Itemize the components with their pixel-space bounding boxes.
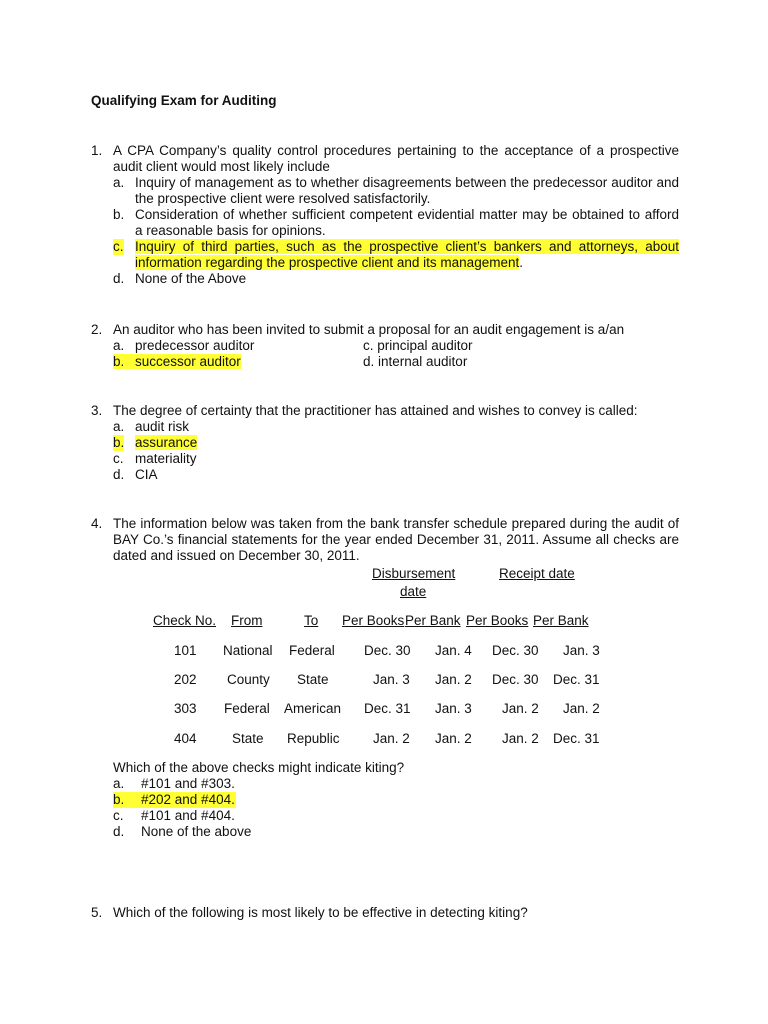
question-text: The degree of certainty that the practitioner has attained and wishes to convey is called: [113, 403, 638, 418]
option-letter: b. [113, 354, 125, 369]
option-letter: c. [113, 808, 124, 823]
question-number: 1. [91, 143, 103, 158]
option-letter: d. [113, 467, 125, 482]
option-d [113, 271, 679, 287]
col-header-to: To [304, 613, 319, 628]
option-c [113, 451, 679, 467]
option-letter: d. [113, 824, 125, 839]
option-c [113, 239, 679, 271]
option-letter: d. [113, 271, 125, 286]
option-letter: a. [113, 419, 125, 434]
option-text-highlighted: Inquiry of third parties, such as the prospective client’s bankers and attorneys, about information regarding the prospective client and its management [135, 239, 679, 270]
option-text: CIA [135, 467, 158, 482]
col-header-per-bank-disb: Per Bank [405, 613, 461, 628]
question-text: An auditor who has been invited to submit a proposal for an audit engagement is a/an [113, 322, 625, 337]
option-a [113, 175, 679, 207]
col-header-check-no: Check No. [153, 613, 217, 628]
option-letter: a. [113, 776, 125, 791]
question-number: 4. [91, 516, 103, 531]
cell-per-bank-disb: Jan. 2 [435, 731, 472, 746]
question-number: 3. [91, 403, 103, 418]
option-letter: a. [113, 338, 125, 353]
cell-per-books-disb: Jan. 3 [373, 672, 410, 687]
option-d [113, 824, 679, 840]
cell-from: State [232, 731, 264, 746]
cell-to: Federal [289, 643, 335, 658]
option-letter: b. [113, 207, 125, 222]
question-4-followup [91, 760, 679, 840]
option-text: materiality [135, 451, 197, 466]
question-text: Which of the following is most likely to be effective in detecting kiting? [113, 905, 528, 920]
followup-text: Which of the above checks might indicate kiting? [113, 760, 405, 775]
option-trailing: . [519, 255, 523, 270]
option-d [113, 467, 679, 483]
cell-per-bank-rec: Jan. 3 [563, 643, 600, 658]
option-d: d. internal auditor [363, 354, 468, 369]
cell-per-bank-rec: Dec. 31 [553, 731, 600, 746]
question-text: The information below was taken from the bank transfer schedule prepared during the audit of BAY Co.’s financial statements for the year ended December 31, 2011. Assume all checks are dated and issued on December 30, 2011. [113, 516, 679, 563]
group-header-receipt: Receipt date [499, 566, 575, 581]
cell-per-bank-rec: Jan. 2 [563, 701, 600, 716]
cell-per-books-rec: Dec. 30 [492, 643, 539, 658]
option-text: None of the above [141, 824, 252, 839]
group-header-disbursement-line2: date [400, 584, 427, 599]
question-number: 5. [91, 905, 103, 920]
option-text: #101 and #404. [141, 808, 235, 823]
option-letter: c. [113, 239, 124, 254]
col-header-from: From [231, 613, 263, 628]
document-title: Qualifying Exam for Auditing [91, 93, 277, 108]
option-text: audit risk [135, 419, 190, 434]
option-a [113, 776, 679, 792]
cell-to: American [284, 701, 342, 716]
option-text: #101 and #303. [141, 776, 235, 791]
question-5 [91, 905, 679, 921]
option-text-highlighted: #202 and #404. [141, 792, 235, 807]
cell-to: Republic [287, 731, 340, 746]
option-letter: b. [113, 435, 125, 450]
cell-per-bank-rec: Dec. 31 [553, 672, 600, 687]
option-b [113, 792, 679, 808]
question-3 [91, 403, 679, 483]
option-text: Inquiry of management as to whether disagreements between the predecessor auditor and the prospective client were resolved satisfactorily. [135, 175, 679, 206]
option-text: None of the Above [135, 271, 247, 286]
question-4 [91, 516, 679, 564]
cell-per-bank-disb: Jan. 2 [435, 672, 472, 687]
option-a [113, 419, 679, 435]
option-b [113, 435, 679, 451]
cell-per-bank-disb: Jan. 4 [435, 643, 472, 658]
group-header-disbursement: Disbursement [372, 566, 456, 581]
option-text: Consideration of whether sufficient competent evidential matter may be obtained to afford a reasonable basis for opinions. [135, 207, 679, 238]
cell-check-no: 303 [174, 701, 197, 716]
cell-check-no: 101 [174, 643, 197, 658]
cell-per-books-rec: Jan. 2 [502, 701, 539, 716]
cell-from: County [227, 672, 270, 687]
cell-per-books-rec: Jan. 2 [502, 731, 539, 746]
option-c [113, 808, 679, 824]
option-text-highlighted: assurance [135, 435, 198, 450]
question-2 [91, 322, 679, 370]
cell-check-no: 404 [174, 731, 197, 746]
option-letter: a. [113, 175, 125, 190]
question-text: A CPA Company’s quality control procedures pertaining to the acceptance of a prospective audit client would most likely include [113, 143, 679, 174]
option-text-highlighted: successor auditor [135, 354, 241, 369]
option-b [113, 207, 679, 239]
option-letter: b. [113, 792, 125, 807]
cell-from: National [223, 643, 273, 658]
cell-to: State [297, 672, 329, 687]
options-row-1 [113, 338, 679, 354]
option-letter: c. [113, 451, 124, 466]
cell-per-books-disb: Dec. 30 [364, 643, 411, 658]
option-c: c. principal auditor [363, 338, 473, 353]
col-header-per-books-rec: Per Books [466, 613, 529, 628]
options-row-2 [113, 354, 679, 370]
option-text: predecessor auditor [135, 338, 255, 353]
col-header-per-books-disb: Per Books [342, 613, 405, 628]
cell-per-bank-disb: Jan. 3 [435, 701, 472, 716]
cell-per-books-disb: Jan. 2 [373, 731, 410, 746]
cell-per-books-disb: Dec. 31 [364, 701, 411, 716]
col-header-per-bank-rec: Per Bank [533, 613, 589, 628]
cell-check-no: 202 [174, 672, 197, 687]
cell-per-books-rec: Dec. 30 [492, 672, 539, 687]
question-1 [91, 143, 679, 287]
cell-from: Federal [224, 701, 270, 716]
question-number: 2. [91, 322, 103, 337]
